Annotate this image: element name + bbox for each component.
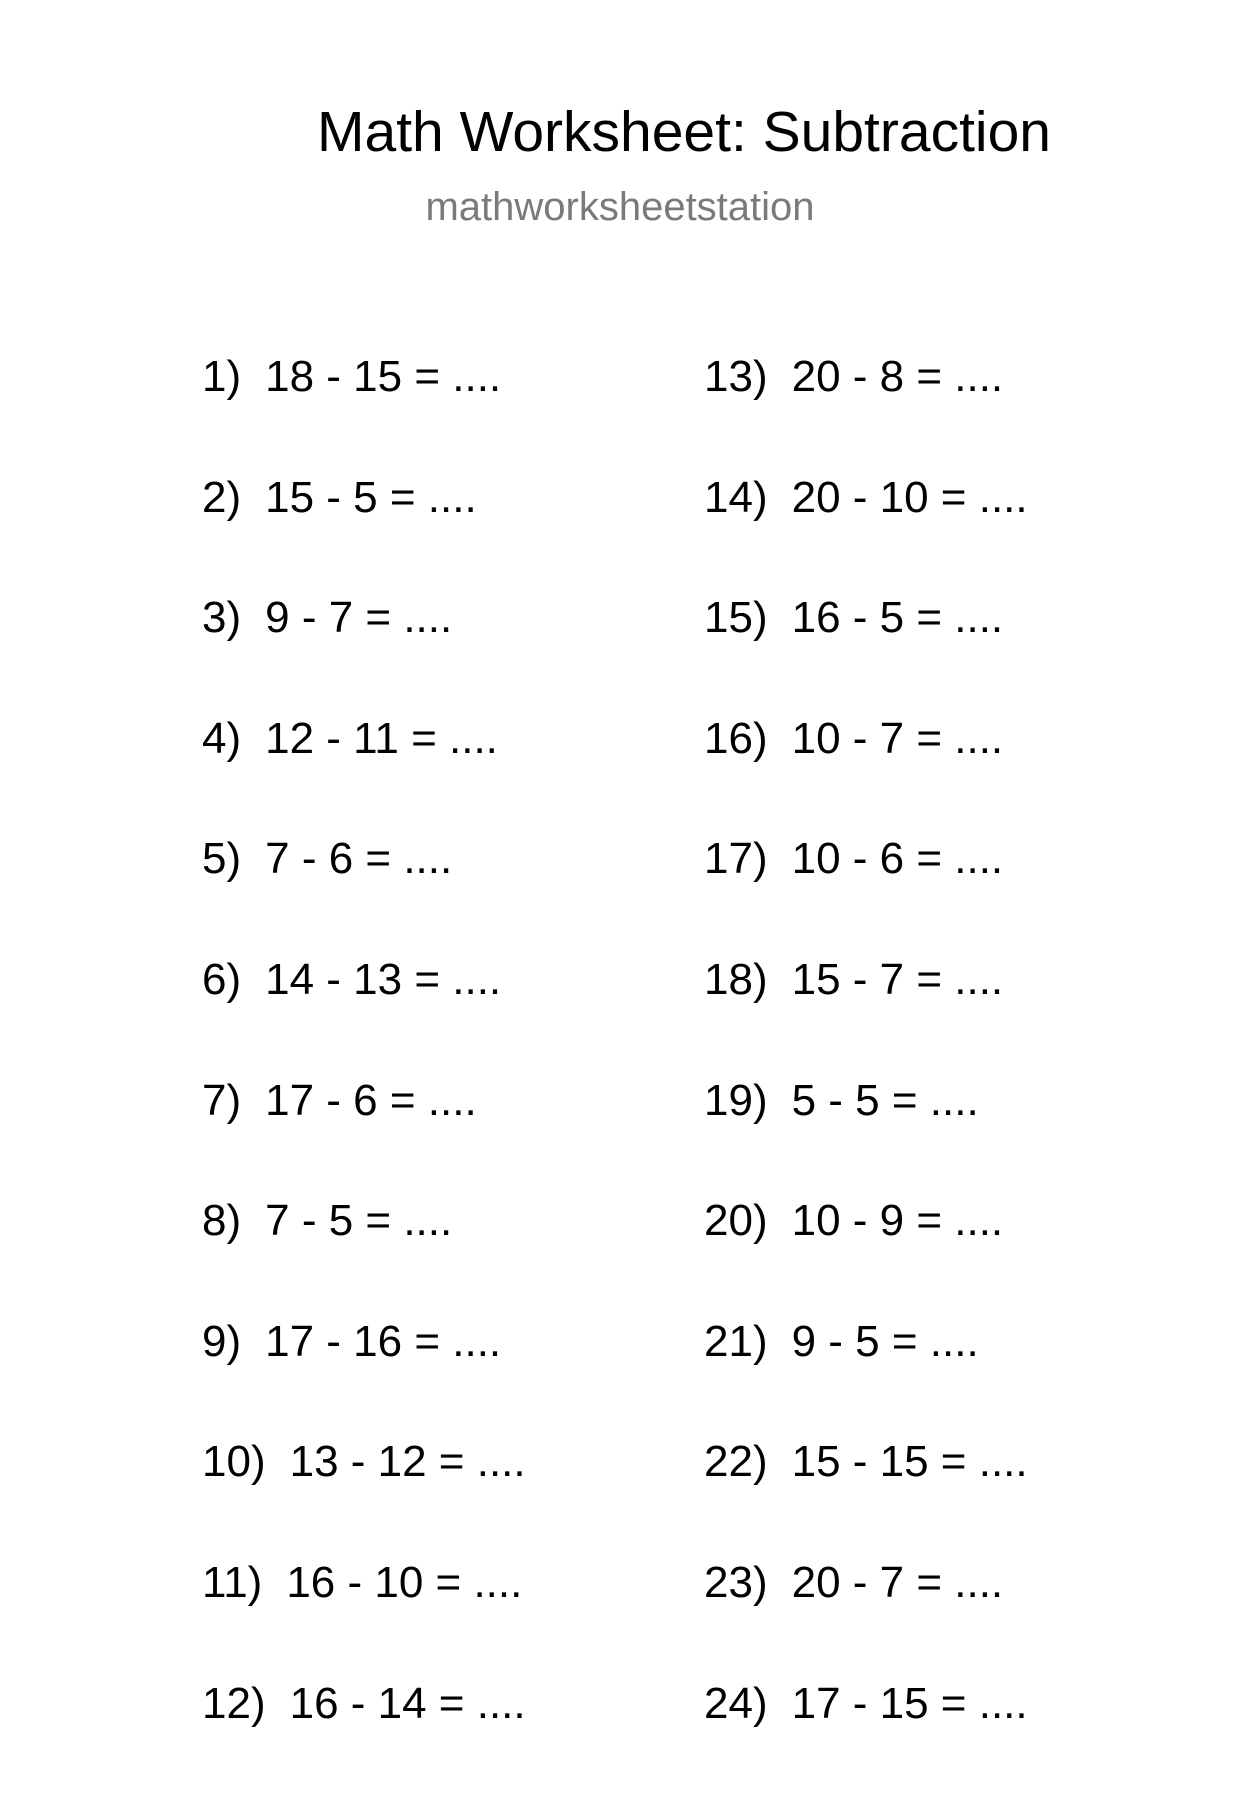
problem-item	[704, 1194, 1204, 1315]
page-subtitle: mathworksheetstation	[425, 185, 815, 229]
problem-item	[704, 1677, 1204, 1797]
problem-item	[704, 350, 1204, 471]
problem-column-right	[704, 350, 1204, 1797]
problem-item	[704, 1435, 1204, 1556]
problem-item	[202, 471, 702, 592]
problem-number: 8)	[202, 1196, 242, 1246]
problem-item	[202, 591, 702, 712]
problem-number: 22)	[704, 1437, 768, 1487]
problem-item	[202, 1315, 702, 1436]
problem-column-left	[202, 350, 702, 1797]
problem-number: 18)	[704, 954, 768, 1004]
problem-expression: 7 - 6 = ....	[265, 834, 453, 884]
problem-expression: 9 - 5 = ....	[791, 1316, 979, 1366]
problem-item	[202, 350, 702, 471]
problem-expression: 15 - 15 = ....	[791, 1437, 1028, 1487]
problem-item	[202, 712, 702, 833]
problem-expression: 12 - 11 = ....	[265, 713, 498, 763]
problem-expression: 20 - 10 = ....	[791, 472, 1028, 522]
problem-number: 24)	[704, 1678, 768, 1728]
problem-expression: 9 - 7 = ....	[265, 593, 453, 643]
page-title: Math Worksheet: Subtraction	[317, 100, 1051, 164]
problem-number: 13)	[704, 352, 768, 401]
problem-expression: 18 - 15 = ....	[265, 352, 502, 401]
problem-number: 2)	[202, 472, 242, 522]
problem-item	[704, 471, 1204, 592]
problem-expression: 16 - 10 = ....	[286, 1557, 523, 1607]
problem-item	[202, 953, 702, 1074]
problem-item	[704, 1315, 1204, 1436]
problem-number: 15)	[704, 593, 768, 643]
problem-number: 19)	[704, 1075, 768, 1125]
problem-number: 10)	[202, 1437, 266, 1487]
problem-expression: 5 - 5 = ....	[791, 1075, 979, 1125]
problem-expression: 16 - 5 = ....	[791, 593, 1004, 643]
problem-expression: 13 - 12 = ....	[289, 1437, 526, 1487]
problem-number: 23)	[704, 1557, 768, 1607]
problem-item	[704, 591, 1204, 712]
problem-item	[202, 832, 702, 953]
problem-number: 14)	[704, 472, 768, 522]
problem-number: 16)	[704, 713, 768, 763]
problem-expression: 10 - 9 = ....	[791, 1196, 1004, 1246]
problem-item	[704, 953, 1204, 1074]
problem-expression: 10 - 6 = ....	[791, 834, 1004, 884]
problem-expression: 10 - 7 = ....	[791, 713, 1004, 763]
problem-expression: 7 - 5 = ....	[265, 1196, 453, 1246]
problem-item	[704, 1556, 1204, 1677]
problem-number: 9)	[202, 1316, 242, 1366]
problem-item	[704, 1074, 1204, 1195]
problem-expression: 17 - 15 = ....	[791, 1678, 1028, 1728]
problem-item	[202, 1194, 702, 1315]
problem-item	[202, 1556, 702, 1677]
problem-item	[202, 1677, 702, 1797]
problem-expression: 17 - 16 = ....	[265, 1316, 502, 1366]
problem-number: 7)	[202, 1075, 242, 1125]
problem-number: 6)	[202, 954, 242, 1004]
problem-expression: 16 - 14 = ....	[289, 1678, 526, 1728]
problem-number: 3)	[202, 593, 242, 643]
problem-number: 17)	[704, 834, 768, 884]
problem-number: 12)	[202, 1678, 266, 1728]
problem-number: 4)	[202, 713, 242, 763]
problem-number: 5)	[202, 834, 242, 884]
problem-expression: 14 - 13 = ....	[265, 954, 502, 1004]
problem-expression: 17 - 6 = ....	[265, 1075, 477, 1125]
problem-item	[704, 832, 1204, 953]
problem-item	[202, 1074, 702, 1195]
problem-number: 20)	[704, 1196, 768, 1246]
problem-expression: 20 - 7 = ....	[791, 1557, 1004, 1607]
problem-expression: 15 - 5 = ....	[265, 472, 477, 522]
problem-number: 1)	[202, 352, 242, 401]
problem-expression: 20 - 8 = ....	[791, 352, 1004, 401]
problem-item	[704, 712, 1204, 833]
problem-number: 21)	[704, 1316, 768, 1366]
problem-number: 11)	[202, 1557, 263, 1607]
problem-item	[202, 1435, 702, 1556]
problem-expression: 15 - 7 = ....	[791, 954, 1004, 1004]
